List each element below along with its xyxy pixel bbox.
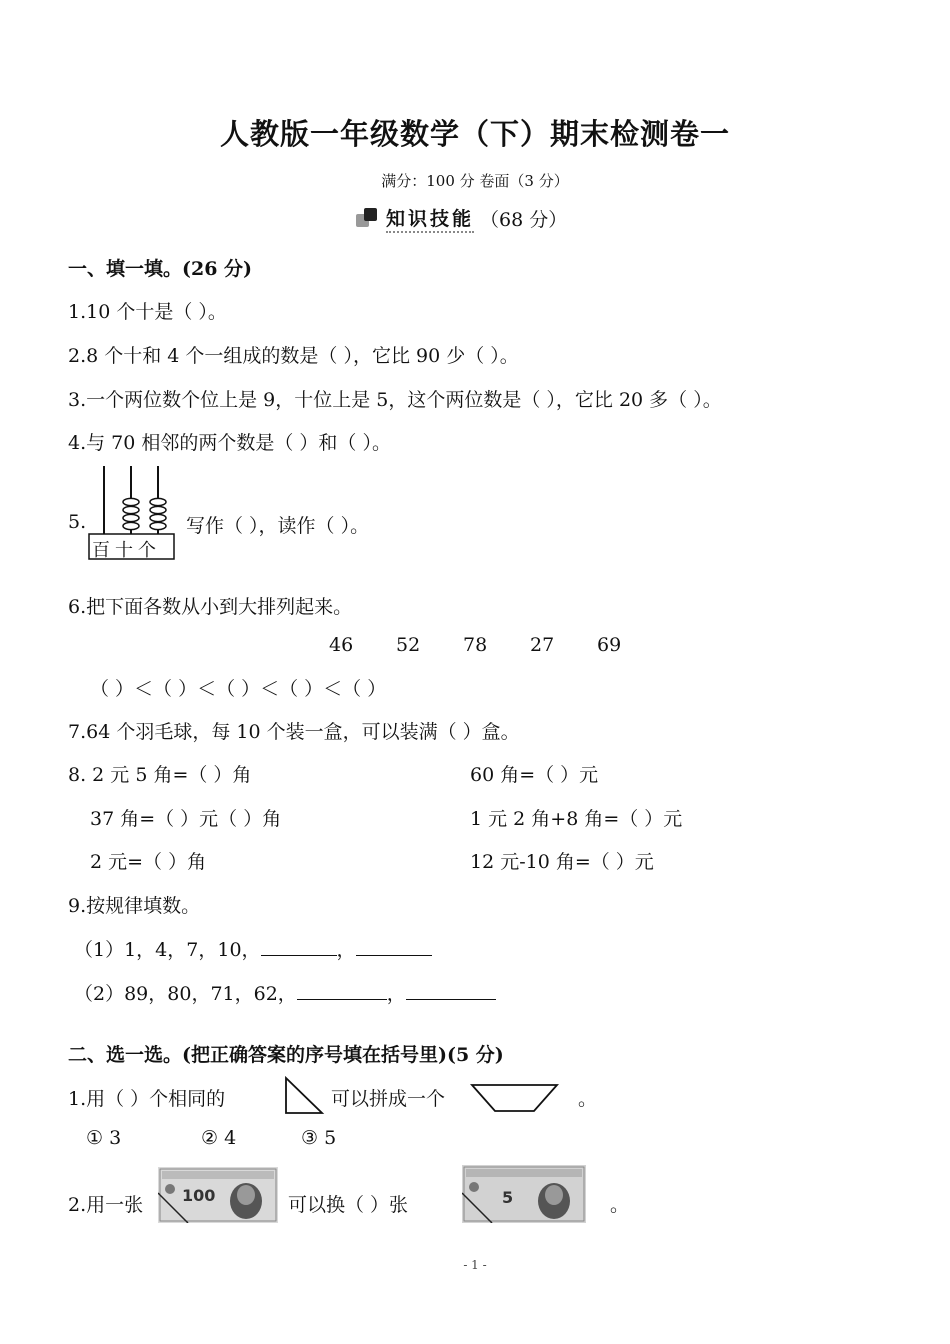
- question-1-7: 7.64 个羽毛球，每 10 个装一盒，可以装满（ ）盒。: [68, 721, 520, 743]
- banknote-5-image: [462, 1165, 586, 1223]
- question-2-1b: 可以拼成一个: [331, 1088, 446, 1110]
- question-1-8f: 12 元-10 角=（ ）元: [470, 851, 654, 873]
- answer-blank[interactable]: [261, 937, 337, 956]
- question-1-5-number: 5.: [68, 511, 87, 533]
- question-1-4: 4.与 70 相邻的两个数是（ ）和（ ）。: [68, 432, 391, 454]
- sequence-2: （2）89，80，71，62，: [74, 983, 297, 1005]
- page-number: - 1 -: [463, 1258, 487, 1272]
- part1-heading: 一、填一填。(26 分): [68, 258, 253, 280]
- order-blanks: （ ）＜（ ）＜（ ）＜（ ）＜（ ）: [90, 678, 387, 700]
- question-2-1c: 。: [578, 1088, 598, 1110]
- squares-icon: [356, 208, 378, 230]
- number-69: 69: [597, 634, 622, 656]
- banknote-100-value: 100: [182, 1186, 216, 1205]
- option-2: ② 4: [201, 1127, 237, 1149]
- question-1-1: 1.10 个十是（ ）。: [68, 301, 227, 323]
- question-1-5: 写作（ ），读作（ ）。: [186, 515, 370, 537]
- subtitle: 满分：100 分 卷面（3 分）: [381, 172, 569, 190]
- question-1-2: 2.8 个十和 4 个一组成的数是（ ），它比 90 少（ ）。: [68, 345, 519, 367]
- banknote-100-image: [158, 1167, 278, 1223]
- answer-blank[interactable]: [356, 937, 432, 956]
- answer-blank[interactable]: [297, 981, 387, 1000]
- question-1-8d: 1 元 2 角+8 角=（ ）元: [470, 808, 683, 830]
- question-2-1a: 1.用（ ）个相同的: [68, 1088, 226, 1110]
- number-27: 27: [530, 634, 555, 656]
- option-3: ③ 5: [301, 1127, 337, 1149]
- option-1: ① 3: [86, 1127, 122, 1149]
- question-1-8e: 2 元=（ ）角: [90, 851, 207, 873]
- question-1-9: 9.按规律填数。: [68, 895, 201, 917]
- question-2-2c: 。: [610, 1194, 630, 1216]
- question-1-9-1: [74, 935, 432, 962]
- trapezoid-shape: [470, 1082, 560, 1114]
- answer-blank[interactable]: [406, 981, 496, 1000]
- question-1-8c: 37 角=（ ）元（ ）角: [90, 808, 282, 830]
- number-52: 52: [396, 634, 421, 656]
- number-46: 46: [329, 634, 354, 656]
- section-score: （68 分）: [480, 209, 568, 231]
- question-1-8a: 8. 2 元 5 角=（ ）角: [68, 764, 252, 786]
- question-1-3: 3.一个两位数个位上是 9，十位上是 5，这个两位数是（ ），它比 20 多（ ）。: [68, 389, 722, 411]
- sequence-1: （1）1，4，7，10，: [74, 939, 261, 961]
- question-1-8b: 60 角=（ ）元: [470, 764, 599, 786]
- comma: ，: [386, 983, 406, 1005]
- part2-heading: 二、选一选。(把正确答案的序号填在括号里)(5 分): [68, 1044, 504, 1066]
- question-1-6: 6.把下面各数从小到大排列起来。: [68, 596, 353, 618]
- banknote-5-value: 5: [502, 1188, 514, 1207]
- question-2-2b: 可以换（ ）张: [288, 1194, 409, 1216]
- comma: ，: [336, 939, 356, 961]
- question-2-2a: 2.用一张: [68, 1194, 144, 1216]
- page-title: 人教版一年级数学（下）期末检测卷一: [219, 117, 730, 151]
- triangle-shape: [283, 1076, 325, 1116]
- section-label: 知识技能: [386, 204, 474, 233]
- abacus-label: 百十个: [92, 540, 161, 561]
- number-78: 78: [463, 634, 488, 656]
- section-badge: [356, 204, 567, 233]
- question-1-9-2: [74, 979, 496, 1006]
